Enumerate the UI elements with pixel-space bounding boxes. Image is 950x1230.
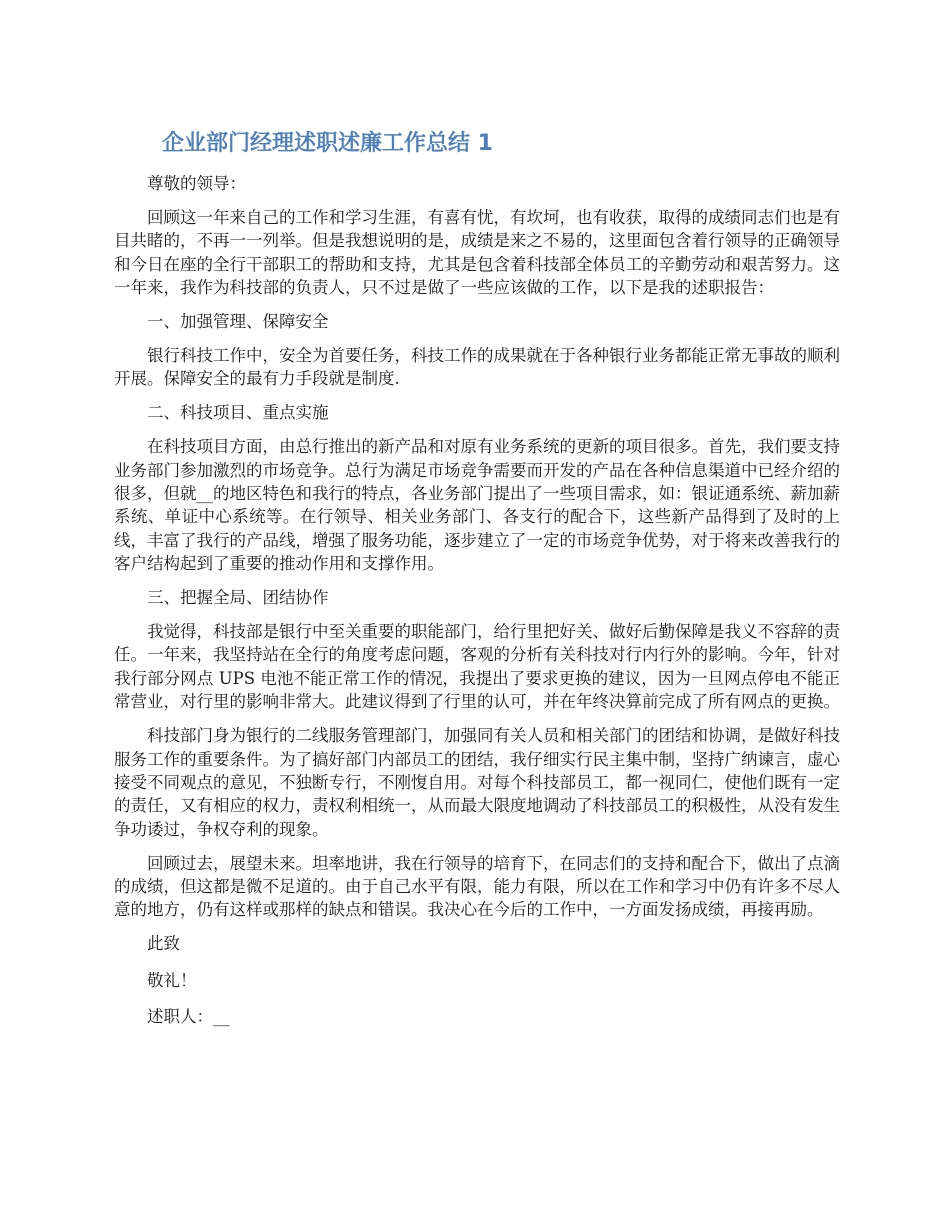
document-body bbox=[114, 172, 840, 1042]
document-title: 企业部门经理述职述廉工作总结 1 bbox=[162, 131, 493, 156]
section-heading-1: 一、加强管理、保障安全 bbox=[147, 312, 329, 332]
paragraph-outlook: 回顾过去，展望未来。坦率地讲，我在行领导的培育下，在同志们的支持和配合下，做出了点滴的成绩，但这都是微不足道的。由于自己水平有限，能力有限，所以在工作和学习中仍有许多不尽人意的地方，仍有这样或那样的缺点和错误。我决心在今后的工作中，一方面发扬成绩，再接再励。 bbox=[114, 853, 840, 920]
paragraph-projects: 在科技项目方面，由总行推出的新产品和对原有业务系统的更新的项目很多。首先，我们要支持业务部门参加激烈的市场竞争。总行为满足市场竞争需要而开发的产品在各种信息渠道中已经介绍的很多，但就__的地区特色和我行的特点，各业务部门提出了一些项目需求，如：银证通系统、薪加薪系统、单证中心系统等。在行领导、相关业务部门、各支行的配合下，这些新产品得到了及时的上线，丰富了我行的产品线，增强了服务功能，逐步建立了一定的市场竞争优势，对于将来改善我行的客户结构起到了重要的推动作用和支撑作用。 bbox=[114, 437, 840, 574]
salutation: 尊敬的领导： bbox=[147, 174, 246, 193]
closing-respect: 敬礼！ bbox=[147, 970, 197, 990]
signature-line: 述职人：__ bbox=[147, 1007, 230, 1027]
paragraph-intro: 回顾这一年来自己的工作和学习生涯，有喜有忧，有坎坷，也有收获，取得的成绩同志们也是有目共睹的，不再一一列举。但是我想说明的是，成绩是来之不易的，这里面包含着行领导的正确领导和今日在座的全行干部职工的帮助和支持，尤其是包含着科技部全体员工的辛勤劳动和艰苦努力。这一年来，我作为科技部的负责人，只不过是做了一些应该做的工作，以下是我的述职报告： bbox=[114, 207, 840, 298]
section-heading-2: 二、科技项目、重点实施 bbox=[147, 403, 329, 423]
paragraph-security: 银行科技工作中，安全为首要任务，科技工作的成果就在于各种银行业务都能正常无事故的顺利开展。保障安全的最有力手段就是制度. bbox=[114, 345, 840, 389]
section-heading-3: 三、把握全局、团结协作 bbox=[147, 588, 329, 608]
paragraph-overall: 我觉得，科技部是银行中至关重要的职能部门，给行里把好关、做好后勤保障是我义不容辞的责任。一年来，我坚持站在全行的角度考虑问题，客观的分析有关科技对行内行外的影响。今年，针对我行部分网点 UPS 电池不能正常工作的情况，我提出了要求更换的建议，因为一旦网点停电不能正常营业，对行里的影响非常大。此建议得到了行里的认可，并在年终决算前完成了所有网点的更换。 bbox=[114, 622, 840, 712]
closing-salute: 此致 bbox=[147, 934, 180, 954]
paragraph-teamwork: 科技部门身为银行的二线服务管理部门，加强同有关人员和相关部门的团结和协调，是做好科技服务工作的重要条件。为了搞好部门内部员工的团结，我仔细实行民主集中制，坚持广纳谏言，虚心接受不同观点的意见，不独断专行，不刚愎自用。对每个科技部员工，都一视同仁，使他们既有一定的责任，又有相应的权力，责权利相统一，从而最大限度地调动了科技部员工的积极性，从没有发生争功诿过，争权夺利的现象。 bbox=[114, 726, 840, 839]
